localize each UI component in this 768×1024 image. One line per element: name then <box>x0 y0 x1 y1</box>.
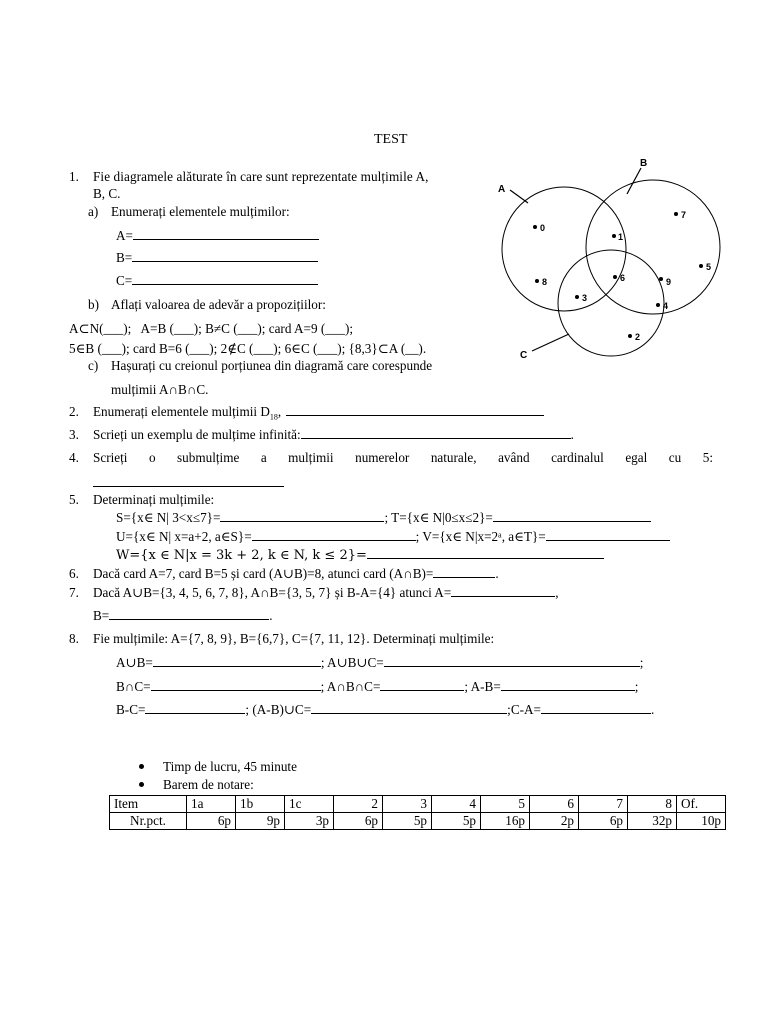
table-row <box>110 796 726 813</box>
q8-text: Fie mulțimile: A={7, 8, 9}, B={6,7}, C={7, 11, 12}. Determinați mulțimile: <box>93 631 495 646</box>
venn-point-9: 9 <box>666 277 672 287</box>
venn-point-3: 3 <box>582 293 588 303</box>
set-c-blank[interactable] <box>132 273 318 285</box>
q1-line2: B, C. <box>93 186 121 201</box>
venn-point-dot <box>659 277 663 281</box>
table-cell: 32p <box>628 813 677 830</box>
set-v-definition: ; V={x∈ N|x=2ᵃ, a∈T}= <box>415 529 546 544</box>
q4-blank[interactable] <box>93 475 284 487</box>
q4-word: 5: <box>702 450 713 465</box>
q8-period: . <box>650 702 655 717</box>
venn-pointer-a <box>510 190 528 203</box>
venn-point-dot <box>674 212 678 216</box>
cminusa-label: ;C-A= <box>507 702 541 717</box>
q6-number: 6. <box>69 566 79 581</box>
venn-point-5: 5 <box>706 262 712 272</box>
anbnc-label: ; A∩B∩C= <box>320 679 381 694</box>
q2-blank[interactable] <box>286 404 544 416</box>
q4-number: 4. <box>69 450 79 465</box>
anbnc-blank[interactable] <box>380 679 464 691</box>
table-cell: 5p <box>383 813 432 830</box>
table-cell: 6 <box>530 796 579 813</box>
q1b-label: b) <box>88 297 99 312</box>
set-w-blank[interactable] <box>367 547 604 559</box>
table-cell: 3 <box>383 796 432 813</box>
q5-number: 5. <box>69 492 79 507</box>
q7-text: Dacă A∪B={3, 4, 5, 6, 7, 8}, A∩B={3, 5, 7} și B-A={4} atunci A= <box>93 585 452 600</box>
venn-point-dot <box>613 275 617 279</box>
q1a-label: a) <box>88 204 99 219</box>
venn-point-0: 0 <box>540 223 546 233</box>
q2-comma: , <box>277 404 282 419</box>
q6-text: Dacă card A=7, card B=5 și card (A∪B)=8, atunci card (A∩B)= <box>93 566 434 581</box>
bminusc-blank[interactable] <box>145 702 245 714</box>
q3-blank[interactable] <box>301 427 571 439</box>
q6-line <box>93 566 499 582</box>
cminusa-blank[interactable] <box>541 702 651 714</box>
table-cell: 8 <box>628 796 677 813</box>
q3-text: Scrieți un exemplu de mulțime infinită: <box>93 427 301 442</box>
q4-word: cardinalul <box>551 450 604 465</box>
venn-point-dot <box>575 295 579 299</box>
q5-row-w <box>116 547 604 564</box>
q7-number: 7. <box>69 585 79 600</box>
set-s-definition: S={x∈ N| 3<x≤7}= <box>116 510 221 525</box>
q6-period: . <box>495 566 499 581</box>
work-time: Timp de lucru, 45 minute <box>163 759 297 774</box>
venn-point-dot <box>535 279 539 283</box>
q1-number: 1. <box>69 169 79 184</box>
aub-label: A∪B= <box>116 655 153 670</box>
q4-word: egal <box>625 450 648 465</box>
q1c-line1: Hașurați cu creionul porțiunea din diagramă care corespunde <box>111 358 433 373</box>
q3-line <box>93 427 574 443</box>
table-cell: 3p <box>285 813 334 830</box>
q6-blank[interactable] <box>433 566 495 578</box>
aminusbuc-blank[interactable] <box>311 702 507 714</box>
q4-answer <box>93 475 284 491</box>
q7-b-blank[interactable] <box>109 608 269 620</box>
aminusb-label: ; A-B= <box>464 679 501 694</box>
set-b-blank[interactable] <box>132 250 318 262</box>
set-a-blank[interactable] <box>133 228 319 240</box>
bullet-icon <box>139 764 144 769</box>
set-b-answer <box>116 250 318 266</box>
venn-circle-a <box>502 187 626 311</box>
bullet-icon <box>139 782 144 787</box>
set-t-definition: ; T={x∈ N|0≤x≤2}= <box>384 510 493 525</box>
set-a-answer <box>116 228 319 244</box>
propositions-line2: 5∈B (___); card B=6 (___); 2∉C (___); 6∈C (___); {8,3}⊂A (__). <box>69 341 427 356</box>
venn-point-8: 8 <box>542 277 548 287</box>
venn-diagram <box>490 150 730 370</box>
venn-label-b: B <box>640 158 648 169</box>
q8-row3 <box>116 702 654 718</box>
q5-row-uv <box>116 529 670 545</box>
venn-point-dot <box>656 303 660 307</box>
table-cell: 1a <box>187 796 236 813</box>
table-cell: Of. <box>677 796 726 813</box>
set-a-label: A= <box>116 228 133 243</box>
venn-point-4: 4 <box>663 301 669 311</box>
venn-label-c: C <box>520 350 528 361</box>
q2-number: 2. <box>69 404 79 419</box>
set-s-blank[interactable] <box>220 510 384 522</box>
q7-b-label: B= <box>93 608 110 623</box>
venn-point-dot <box>533 225 537 229</box>
q8-semicolon: ; <box>634 679 639 694</box>
q4-word: având <box>498 450 530 465</box>
table-cell: 1b <box>236 796 285 813</box>
aminusbuc-label: ; (A-B)∪C= <box>245 702 312 717</box>
q4-word: numerelor <box>355 450 410 465</box>
set-u-blank[interactable] <box>252 529 416 541</box>
q7-period: . <box>269 608 273 623</box>
aubuc-blank[interactable] <box>384 655 640 667</box>
table-cell: 2p <box>530 813 579 830</box>
q2-subscript: 18 <box>269 412 278 422</box>
venn-point-dot <box>699 264 703 268</box>
bnc-label: B∩C= <box>116 679 151 694</box>
page-title: TEST <box>374 132 408 147</box>
table-cell: 6p <box>579 813 628 830</box>
q2-line <box>93 404 544 422</box>
venn-point-6: 6 <box>620 273 626 283</box>
q3-number: 3. <box>69 427 79 442</box>
q7-comma: , <box>555 585 559 600</box>
table-cell: 5 <box>481 796 530 813</box>
q1-line1: Fie diagramele alăturate în care sunt reprezentate mulțimile A, <box>93 169 429 184</box>
table-row <box>110 813 726 830</box>
q3-period: . <box>570 427 574 442</box>
aminusb-blank[interactable] <box>501 679 635 691</box>
set-b-label: B= <box>116 250 133 265</box>
q2-text: Enumerați elementele mulțimii D <box>93 404 270 419</box>
table-cell: 9p <box>236 813 285 830</box>
q8-row2 <box>116 679 638 695</box>
q7-line2 <box>93 608 273 624</box>
aub-blank[interactable] <box>153 655 321 667</box>
scoring-table <box>109 795 726 830</box>
q7-a-blank[interactable] <box>451 585 555 597</box>
set-v-blank[interactable] <box>546 529 670 541</box>
venn-point-1: 1 <box>618 232 624 242</box>
table-cell: Nr.pct. <box>110 813 187 830</box>
q1b-text: Aflați valoarea de adevăr a propozițiilor: <box>111 297 326 312</box>
table-cell: 6p <box>334 813 383 830</box>
venn-label-a: A <box>498 184 506 195</box>
q4-word: naturale, <box>430 450 477 465</box>
set-c-label: C= <box>116 273 133 288</box>
venn-point-7: 7 <box>681 210 687 220</box>
venn-point-2: 2 <box>635 332 641 342</box>
set-c-answer <box>116 273 318 289</box>
q4-word: Scrieți <box>93 450 128 465</box>
table-cell: 1c <box>285 796 334 813</box>
table-cell: 10p <box>677 813 726 830</box>
table-cell: Item <box>110 796 187 813</box>
table-cell: 5p <box>432 813 481 830</box>
bnc-blank[interactable] <box>151 679 321 691</box>
table-cell: 2 <box>334 796 383 813</box>
table-cell: 6p <box>187 813 236 830</box>
venn-point-dot <box>612 234 616 238</box>
q4-word: o <box>148 450 156 465</box>
q4-word: mulțimii <box>288 450 334 465</box>
q7-line <box>93 585 559 601</box>
q4-word: cu <box>668 450 682 465</box>
set-t-blank[interactable] <box>493 510 651 522</box>
q4-word: submulțime <box>177 450 240 465</box>
q5-text: Determinați mulțimile: <box>93 492 215 507</box>
q1a-text: Enumerați elementele mulțimilor: <box>111 204 290 219</box>
venn-point-dot <box>628 334 632 338</box>
bminusc-label: B-C= <box>116 702 146 717</box>
venn-circle-c <box>558 250 664 356</box>
propositions-line1: A⊂N(___); A=B (___); B≠C (___); card A=9 (___); <box>69 321 354 336</box>
set-u-definition: U={x∈ N| x=a+2, a∈S}= <box>116 529 252 544</box>
venn-pointer-c <box>532 334 569 351</box>
q8-semicolon: ; <box>639 655 644 670</box>
aubuc-label: ; A∪B∪C= <box>320 655 384 670</box>
q5-row-st <box>116 510 651 526</box>
q1c-line2: mulțimii A∩B∩C. <box>111 382 209 397</box>
q4-text-line <box>93 450 713 466</box>
set-w-definition: W={x ∈ N|x = 3k + 2, k ∈ N, k ≤ 2}= <box>116 548 367 563</box>
table-cell: 4 <box>432 796 481 813</box>
q4-word: a <box>260 450 267 465</box>
barem-label: Barem de notare: <box>163 777 254 792</box>
table-cell: 7 <box>579 796 628 813</box>
q8-row1 <box>116 655 643 671</box>
table-cell: 16p <box>481 813 530 830</box>
q1c-label: c) <box>88 358 99 373</box>
q8-number: 8. <box>69 631 79 646</box>
